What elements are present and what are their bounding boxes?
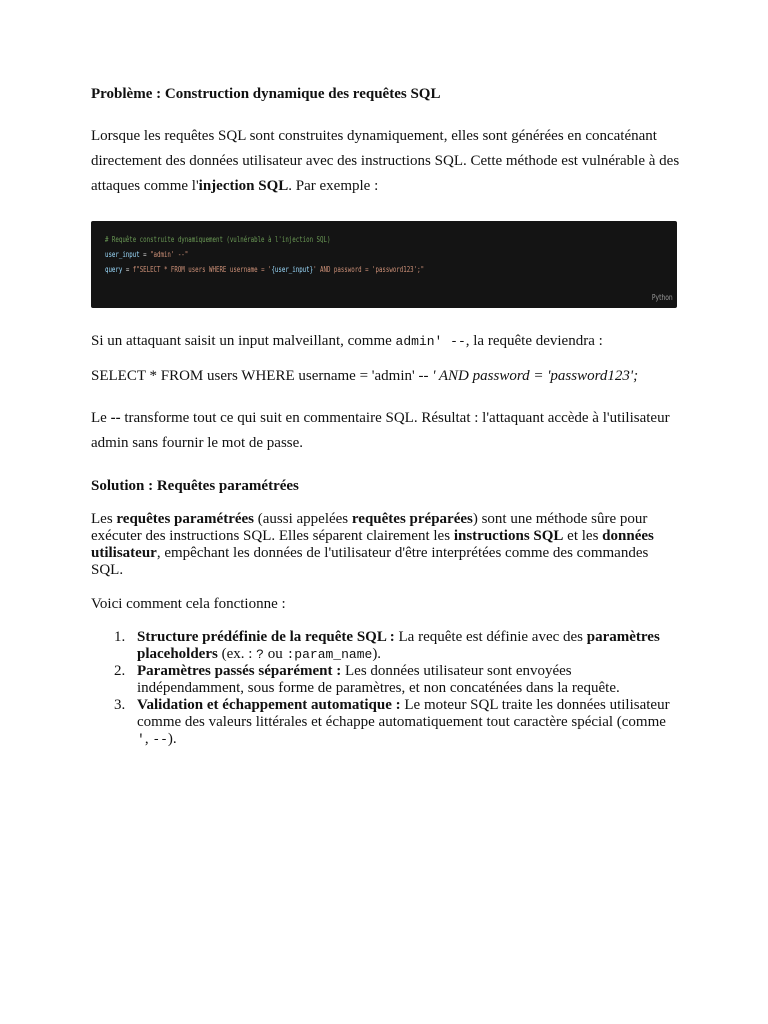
code-comment: # Requête construite dynamiquement (vulnérable à l'injection SQL) [105, 235, 331, 244]
attack-query-plain: SELECT * FROM users WHERE username = 'admin' -- [91, 368, 433, 384]
code-string: f"SELECT * FROM users WHERE username = ' [132, 265, 272, 274]
problem-heading [91, 86, 681, 103]
step-title: Paramètres passés séparément : [137, 663, 342, 679]
list-item-number: 1. [114, 629, 126, 645]
solution-how [91, 596, 681, 613]
code-line-query [105, 265, 424, 275]
step-text: (ex. : [217, 646, 257, 662]
problem-heading-text: Problème : Construction dynamique des requêtes SQL [91, 86, 441, 102]
solution-text-5: , empêchant les données de l'utilisateur d'être interprétées comme des commandes SQL. [91, 545, 649, 578]
attack-query-italic: ' AND password = 'password123'; [432, 368, 639, 384]
step-text: Les données utilisateur sont envoyées indépendamment, sous forme de paramètres, et non concaténées dans la requête. [137, 663, 620, 696]
solution-heading-text: Solution : Requêtes paramétrées [91, 478, 299, 494]
attack-text-2: , la requête deviendra : [465, 333, 603, 349]
list-item-number: 2. [114, 663, 126, 679]
solution-how-text: Voici comment cela fonctionne : [91, 596, 286, 612]
step-title: Validation et échappement automatique : [137, 697, 401, 713]
attack-input-code: admin' -- [395, 334, 466, 349]
code-line-user-input [105, 250, 188, 260]
solution-text-1: Les [91, 511, 117, 527]
solution-bold-1: requêtes paramétrées [116, 511, 255, 527]
list-item-number: 3. [114, 697, 126, 713]
result-bold-dashes: -- [110, 410, 121, 426]
steps-list-container [91, 629, 681, 748]
step-code: ? [256, 647, 264, 662]
attack-sentence [91, 333, 681, 350]
steps-list [91, 629, 681, 748]
step-text: ). [372, 646, 382, 662]
attack-query [91, 368, 681, 385]
intro-text-1: Lorsque les requêtes SQL sont construites dynamiquement, elles sont générées en concaténant directement des données utilisateur avec des instructions SQL. Cette méthode est vulnérable à des attaques comme l' [91, 128, 680, 194]
result-text-2: transforme tout ce qui suit en commentaire SQL. Résultat : l'attaquant accède à l'utilisateur admin sans fournir le mot de passe. [91, 410, 670, 451]
code-operator: = [122, 265, 133, 274]
list-item [91, 697, 681, 748]
step-code: -- [152, 732, 168, 747]
code-string: ' AND password = 'password123';" [313, 265, 425, 274]
code-variable: user_input [105, 250, 140, 259]
step-text: , [144, 731, 153, 747]
step-title: Structure prédéfinie de la requête SQL : [137, 629, 395, 645]
step-text: Le moteur SQL traite les données utilisateur comme des valeurs littérales et échappe automatiquement tout caractère spécial (comme [137, 697, 670, 730]
code-string: "admin' --" [150, 250, 189, 259]
problem-intro-paragraph [91, 124, 681, 199]
intro-text-2: . Par exemple : [288, 178, 379, 194]
attack-text-1: Si un attaquant saisit un input malveillant, comme [91, 333, 396, 349]
code-interpolation: {user_input} [271, 265, 314, 274]
step-text: ). [167, 731, 177, 747]
step-code: ' [137, 732, 145, 747]
code-language-label: Python [652, 293, 673, 302]
solution-bold-3: instructions SQL [453, 528, 564, 544]
solution-text-2: (aussi appelées [254, 511, 352, 527]
solution-text-4: et les [563, 528, 603, 544]
solution-bold-4: données utilisateur [91, 528, 654, 561]
step-text: ou [263, 646, 287, 662]
result-text-1: Le [91, 410, 111, 426]
solution-bold-2: requêtes préparées [351, 511, 473, 527]
code-block [91, 221, 677, 308]
attack-result-paragraph [91, 406, 681, 456]
solution-text-3: ) sont une méthode sûre pour exécuter des instructions SQL. Elles séparent clairement les [91, 511, 648, 544]
solution-paragraph [91, 511, 681, 579]
step-bold: paramètres placeholders [137, 629, 660, 662]
intro-bold-injection: injection SQL [198, 178, 289, 194]
solution-heading [91, 478, 681, 495]
step-code: :param_name [286, 647, 373, 662]
code-operator: = [139, 250, 151, 259]
list-item [91, 663, 681, 697]
code-variable: query [105, 265, 123, 274]
step-text: La requête est définie avec des [394, 629, 587, 645]
list-item [91, 629, 681, 663]
